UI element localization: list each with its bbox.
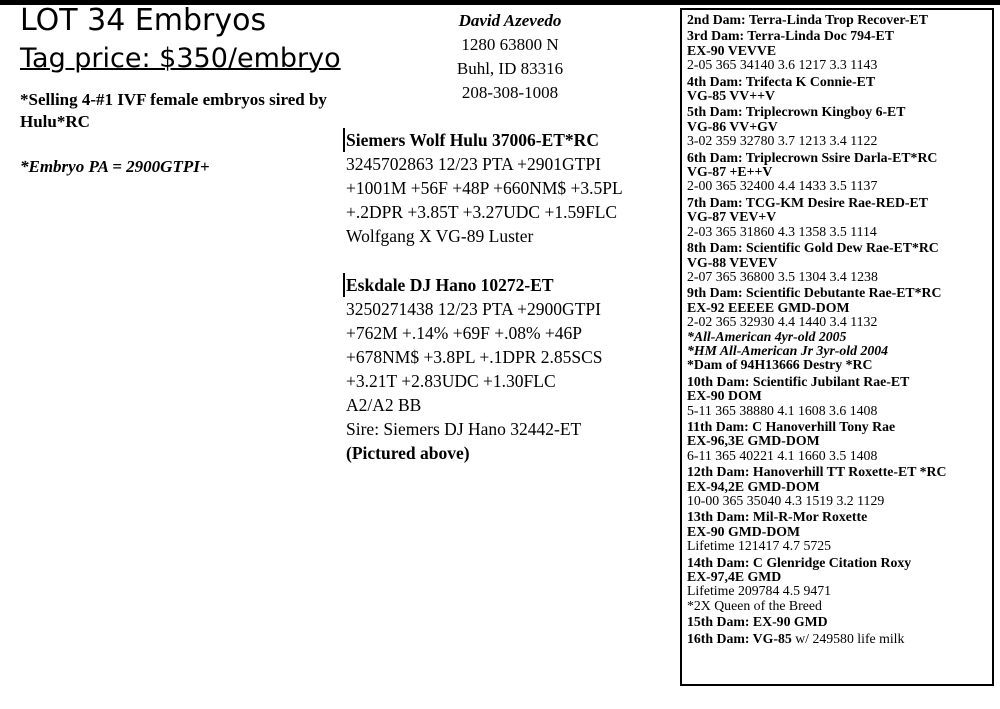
pedigree-entry	[687, 105, 988, 148]
pedigree-entry	[687, 286, 988, 372]
embryo-pa: *Embryo PA = 2900GTPI+	[20, 157, 210, 176]
dam-sire-line: +678NM$ +3.8PL +.1DPR 2.85SCS	[346, 347, 603, 367]
dam-classification: EX-96,3E GMD-DOM	[687, 433, 820, 449]
dam-classification: VG-87 VEV+V	[687, 209, 777, 225]
dam-record: 2-03 365 31860 4.3 1358 3.5 1114	[687, 223, 877, 239]
dam-classification: VG-88 VEVEV	[687, 254, 778, 270]
pedigree-box	[680, 8, 994, 686]
tag-price: Tag price: $350/embryo	[20, 43, 341, 74]
dam-tail: w/ 249580 life milk	[791, 630, 905, 646]
dam-classification: EX-90 VEVVE	[687, 42, 777, 58]
dam-heading: 3rd Dam: Terra-Linda Doc 794-ET	[687, 28, 894, 44]
dam-classification: EX-92 EEEEE GMD-DOM	[687, 299, 850, 315]
dam-heading: 15th Dam: EX-90 GMD	[687, 614, 828, 630]
pedigree-entry	[687, 241, 988, 284]
dam-heading: 6th Dam: Triplecrown Ssire Darla-ET*RC	[687, 149, 938, 165]
pedigree-entry	[687, 75, 988, 104]
dam-record: Lifetime 121417 4.7 5725	[687, 538, 832, 554]
contact-block	[420, 9, 600, 105]
pedigree-entry	[687, 556, 988, 614]
pedigree-entry	[687, 13, 988, 27]
dam-record: 3-02 359 32780 3.7 1213 3.4 1122	[687, 133, 878, 149]
pedigree-entry	[687, 420, 988, 463]
dam-record: Lifetime 209784 4.5 9471	[687, 583, 832, 599]
dam-heading: 9th Dam: Scientific Debutante Rae-ET*RC	[687, 285, 942, 301]
dam-heading: 4th Dam: Trifecta K Connie-ET	[687, 73, 876, 89]
dam-classification: EX-97,4E GMD	[687, 569, 782, 585]
dam-heading: 2nd Dam: Terra-Linda Trop Recover-ET	[687, 12, 928, 27]
dam-heading: 7th Dam: TCG-KM Desire Rae-RED-ET	[687, 194, 928, 210]
dam-record: 2-07 365 36800 3.5 1304 3.4 1238	[687, 268, 878, 284]
selling-note: *Selling 4-#1 IVF female embryos sired by Hulu*RC	[20, 90, 327, 131]
dam-record: 5-11 365 38880 4.1 1608 3.6 1408	[687, 402, 878, 418]
sire-line: Wolfgang X VG-89 Luster	[346, 226, 534, 246]
pedigree-entry	[687, 151, 988, 194]
dam-sire-block	[346, 273, 676, 465]
dam-note: *2X Queen of the Breed	[687, 597, 822, 613]
contact-name: David Azevedo	[458, 11, 562, 30]
dam-classification: EX-90 DOM	[687, 388, 762, 404]
dam-record: 6-11 365 40221 4.1 1660 3.5 1408	[687, 447, 878, 463]
dam-sire-line: +3.21T +2.83UDC +1.30FLC	[346, 371, 556, 391]
dam-classification: VG-85 VV++V	[687, 88, 775, 104]
dam-classification: EX-94,2E GMD-DOM	[687, 478, 820, 494]
dam-record: 2-00 365 32400 4.4 1433 3.5 1137	[687, 178, 878, 194]
dam-sire-line: +762M +.14% +69F +.08% +46P	[346, 323, 583, 343]
dam-classification: EX-90 GMD-DOM	[687, 523, 801, 539]
dam-heading: 13th Dam: Mil-R-Mor Roxette	[687, 509, 868, 525]
dam-classification: VG-86 VV+GV	[687, 118, 778, 134]
pedigree-entry	[687, 29, 988, 72]
dam-heading: 16th Dam: VG-85	[687, 630, 792, 646]
lot-title: LOT 34 Embryos	[20, 3, 267, 38]
dam-record: 2-05 365 34140 3.6 1217 3.3 1143	[687, 57, 878, 73]
dam-sire-line: 3250271438 12/23 PTA +2900GTPI	[346, 299, 601, 319]
dam-record: 10-00 365 35040 4.3 1519 3.2 1129	[687, 493, 885, 508]
dam-honor: *All-American 4yr-old 2005	[687, 328, 847, 344]
sire-line: +1001M +56F +48P +660NM$ +3.5PL	[346, 178, 623, 198]
dam-of-note: *Dam of 94H13666 Destry *RC	[687, 357, 873, 373]
sire-line: 3245702863 12/23 PTA +2901GTPI	[346, 154, 601, 174]
pedigree-entry	[687, 375, 988, 418]
pedigree-entry	[687, 615, 988, 629]
sire-name: Siemers Wolf Hulu 37006-ET*RC	[343, 128, 676, 152]
dam-heading: 10th Dam: Scientific Jubilant Rae-ET	[687, 373, 910, 389]
pedigree-entry	[687, 196, 988, 239]
pedigree-entry	[687, 632, 988, 646]
dam-classification: VG-87 +E++V	[687, 164, 773, 180]
pictured-note: (Pictured above)	[346, 443, 470, 463]
dam-honor: *HM All-American Jr 3yr-old 2004	[687, 342, 889, 358]
dam-sire-line: A2/A2 BB	[346, 395, 422, 415]
sire-line: +.2DPR +3.85T +3.27UDC +1.59FLC	[346, 202, 618, 222]
dam-heading: 8th Dam: Scientific Gold Dew Rae-ET*RC	[687, 240, 939, 256]
pedigree-entry	[687, 510, 988, 553]
dam-record: 2-02 365 32930 4.4 1440 3.4 1132	[687, 314, 878, 330]
dam-heading: 11th Dam: C Hanoverhill Tony Rae	[687, 418, 896, 434]
contact-city: Buhl, ID 83316	[456, 59, 564, 78]
sire-block	[346, 128, 676, 248]
dam-heading: 14th Dam: C Glenridge Citation Roxy	[687, 554, 912, 570]
contact-address: 1280 63800 N	[461, 35, 559, 54]
contact-phone: 208-308-1008	[461, 83, 559, 102]
dam-heading: 5th Dam: Triplecrown Kingboy 6-ET	[687, 104, 906, 120]
dam-heading: 12th Dam: Hanoverhill TT Roxette-ET *RC	[687, 464, 947, 480]
dam-sire-line: Sire: Siemers DJ Hano 32442-ET	[346, 419, 582, 439]
dam-sire-name: Eskdale DJ Hano 10272-ET	[343, 273, 676, 297]
pedigree-entry	[687, 465, 988, 508]
